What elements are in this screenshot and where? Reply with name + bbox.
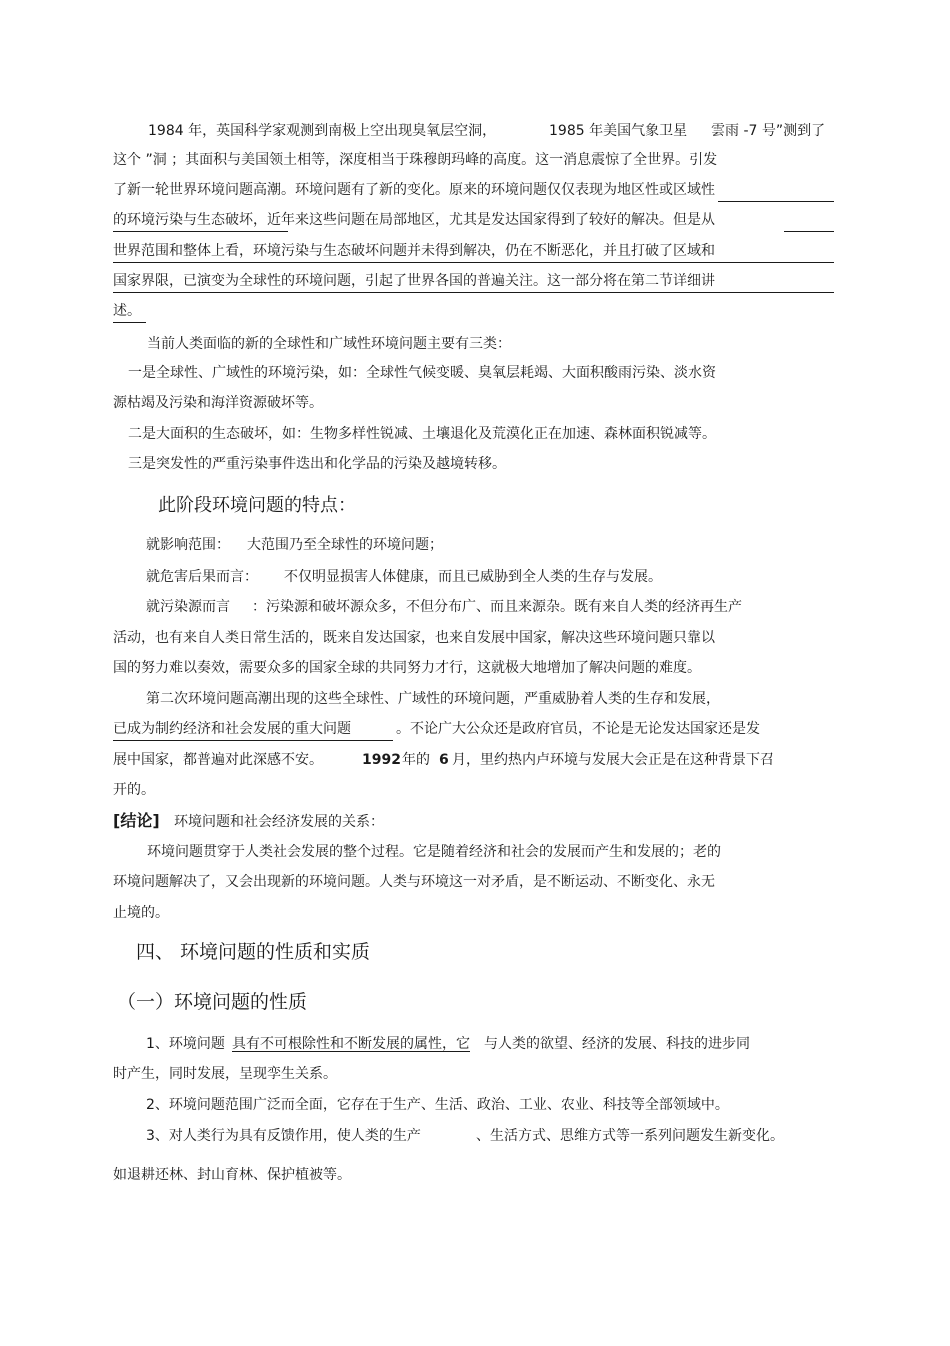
underline-rule — [113, 740, 393, 741]
feature-3-line-c: 国的努力难以奏效，需要众多的国家全球的共同努力才行，这就极大地增加了解决问题的难度。 — [113, 660, 701, 676]
underline-rule — [718, 201, 834, 202]
p1-line-1b: 1985 年美国气象卫星 — [549, 123, 688, 139]
p2-two: 二是大面积的生态破坏，如：生物多样性锐减、土壤退化及荒漠化正在加速、森林面积锐减等。 — [128, 426, 716, 442]
p1-line-4: 的环境污染与生态破坏，近年来这些问题在局部地区，尤其是发达国家得到了较好的解决。但是从 — [113, 212, 715, 228]
item-3-a: 3、对人类行为具有反馈作用，使人类的生产 — [146, 1128, 421, 1144]
conclusion-line-2: 环境问题解决了，又会出现新的环境问题。人类与环境这一对矛盾，是不断运动、不断变化、永无 — [113, 874, 715, 890]
conclusion-tag: [结论] — [113, 811, 160, 830]
feature-1-text: 大范围乃至全球性的环境问题； — [247, 537, 443, 553]
underline-rule — [113, 292, 834, 293]
p3-line-3a: 展中国家，都普遍对此深感不安。 — [113, 752, 323, 768]
item-3-c: 如退耕还林、封山育林、保护植被等。 — [113, 1167, 351, 1183]
underline-rule — [113, 262, 834, 263]
p1-line-7: 述。 — [113, 303, 141, 319]
p3-month: 6 — [439, 752, 449, 768]
p3-line-3b: 年的 — [402, 752, 430, 768]
p1-line-5: 世界范围和整体上看，环境污染与生态破坏问题并未得到解决，仍在不断恶化，并且打破了区域和 — [113, 243, 715, 259]
p3-line-3c: 月，里约热内卢环境与发展大会正是在这种背景下召 — [452, 752, 774, 768]
underline-rule — [113, 231, 288, 232]
p2-three: 三是突发性的严重污染事件迭出和化学品的污染及越境转移。 — [128, 456, 506, 472]
feature-3-line-b: 活动，也有来自人类日常生活的，既来自发达国家，也来自发展中国家，解决这些环境问题只靠以 — [113, 630, 715, 646]
p3-line-2a: 已成为制约经济和社会发展的重大问题 — [113, 721, 351, 737]
item-1-d: 时产生，同时发展，呈现孪生关系。 — [113, 1066, 337, 1082]
p2-one-a: 一是全球性、广域性的环境污染，如：全球性气候变暖、臭氧层耗竭、大面积酸雨污染、淡水资 — [128, 365, 716, 381]
p1-line-1a: 1984 年，英国科学家观测到南极上空出现臭氧层空洞， — [148, 123, 497, 139]
p3-line-1: 第二次环境问题高潮出现的这些全球性、广域性的环境问题，严重威胁着人类的生存和发展， — [146, 691, 720, 707]
feature-2-text: 不仅明显损害人体健康，而且已威胁到全人类的生存与发展。 — [284, 569, 662, 585]
underline-rule — [113, 322, 146, 323]
feature-3-text: ：污染源和破坏源众多，不但分布广、而且来源杂。既有来自人类的经济再生产 — [252, 599, 742, 615]
item-3-b: 、生活方式、思维方式等一系列问题发生新变化。 — [476, 1128, 784, 1144]
features-heading: 此阶段环境问题的特点： — [158, 495, 356, 516]
item-1-a: 1、环境问题 — [146, 1036, 225, 1052]
p3-line-2b: 。不论广大公众还是政府官员，不论是无论发达国家还是发 — [396, 721, 760, 737]
feature-2-label: 就危害后果而言： — [146, 569, 258, 585]
feature-1-label: 就影响范围： — [146, 537, 230, 553]
conclusion-line-1: 环境问题贯穿于人类社会发展的整个过程。它是随着经济和社会的发展而产生和发展的；老的 — [147, 844, 721, 860]
p1-line-3: 了新一轮世界环境问题高潮。环境问题有了新的变化。原来的环境问题仅仅表现为地区性或区域性 — [113, 182, 715, 198]
feature-3-label: 就污染源而言 — [146, 599, 230, 615]
section-4-1-heading: （一）环境问题的性质 — [117, 991, 308, 1013]
underline-rule — [784, 231, 834, 232]
p3-year: 1992 — [362, 752, 401, 768]
section-4-heading: 四、 环境问题的性质和实质 — [136, 941, 371, 963]
item-1-c: 与人类的欲望、经济的发展、科技的进步同 — [484, 1036, 750, 1052]
p1-line-6: 国家界限，已演变为全球性的环境问题，引起了世界各国的普遍关注。这一部分将在第二节详细讲 — [113, 273, 715, 289]
item-2: 2、环境问题范围广泛而全面，它存在于生产、生活、政治、工业、农业、科技等全部领域中。 — [146, 1097, 729, 1113]
conclusion-title: 环境问题和社会经济发展的关系： — [174, 814, 384, 830]
p1-line-2: 这个 ”洞 ；其面积与美国领土相等，深度相当于珠穆朗玛峰的高度。这一消息震惊了全世界。引发 — [113, 152, 718, 168]
p1-line-1c: 雲雨 -7 号”测到了 — [711, 123, 826, 139]
p2-one-b: 源枯竭及污染和海洋资源破坏等。 — [113, 395, 323, 411]
conclusion-line-3: 止境的。 — [113, 905, 169, 921]
item-1-underlined: 具有不可根除性和不断发展的属性，它 — [232, 1036, 470, 1052]
p2-intro: 当前人类面临的新的全球性和广域性环境问题主要有三类： — [147, 336, 511, 352]
p3-line-4: 开的。 — [113, 782, 155, 798]
